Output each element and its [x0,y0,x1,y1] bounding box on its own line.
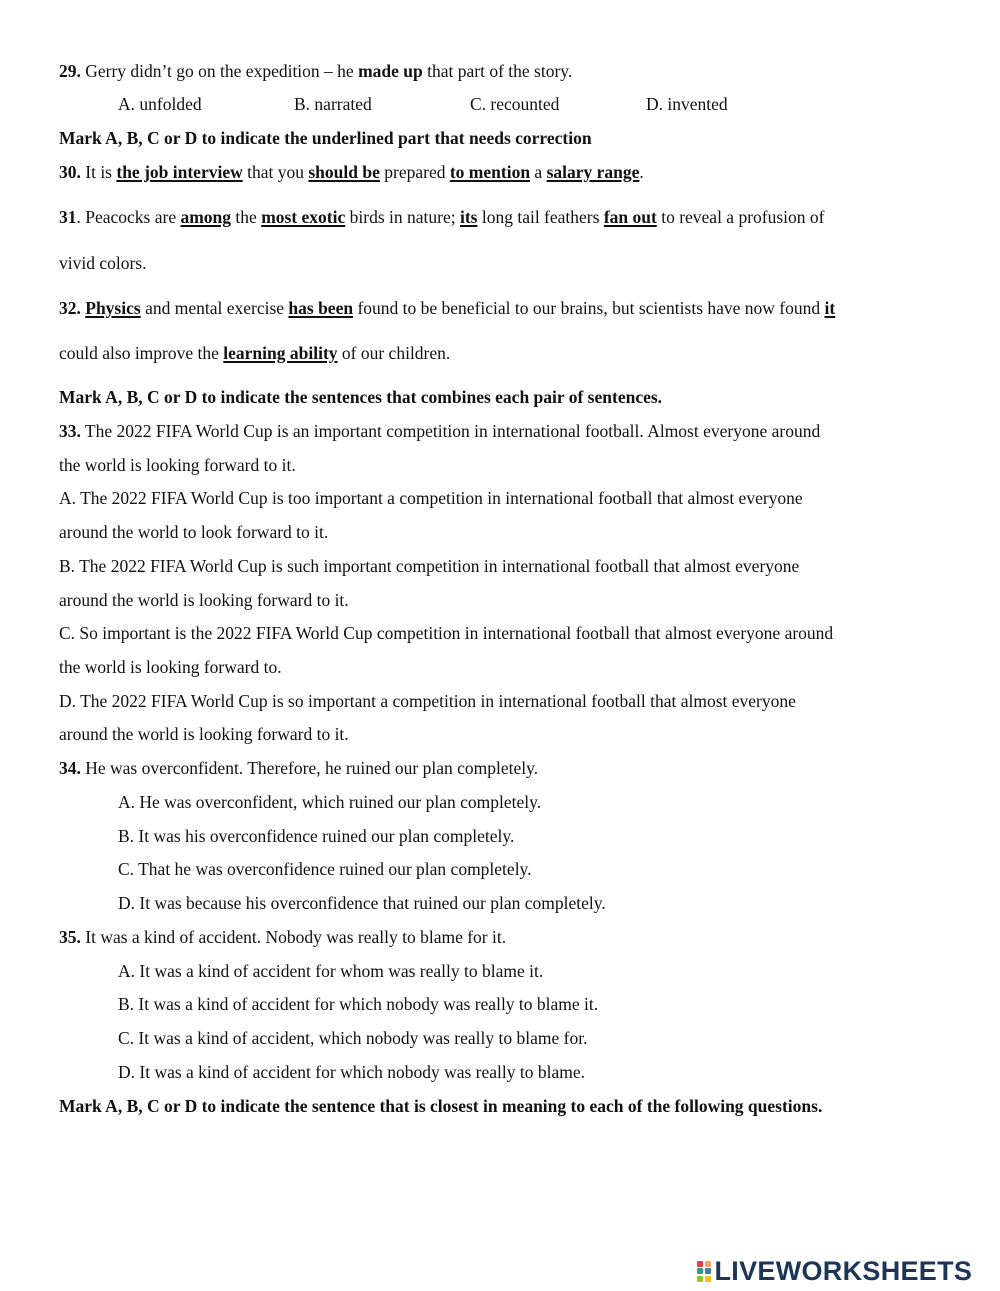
q31-text: to reveal a profusion of [656,207,825,227]
q31-underlined-c[interactable]: its [459,207,478,227]
q34-option-a[interactable]: A. He was overconfident, which ruined our plan completely. [118,792,542,812]
q34-option-d[interactable]: D. It was because his overconfidence that ruined our plan completely. [118,893,606,913]
q33-number: 33. [59,421,81,441]
q31-text: the [231,207,262,227]
q32-sentence-cont [59,342,450,364]
q31-underlined-d[interactable]: fan out [603,207,657,227]
q30-underlined-c[interactable]: to mention [449,162,531,182]
q32-text: of our children. [337,343,451,363]
q33-option-d-cont[interactable]: around the world is looking forward to it. [59,724,349,744]
q35-option-b[interactable]: B. It was a kind of accident for which nobody was really to blame it. [118,994,599,1014]
q35-option-c[interactable]: C. It was a kind of accident, which nobody was really to blame for. [118,1028,588,1048]
q32-text: found to be beneficial to our brains, but scientists have now found [353,298,825,318]
q30-number: 30. [59,162,81,182]
q30-text: that you [242,162,309,182]
q34-option-b[interactable]: B. It was his overconfidence ruined our plan completely. [118,826,515,846]
q29-target-phrase: made up [358,61,423,81]
heading-correction: Mark A, B, C or D to indicate the underlined part that needs correction [59,128,592,148]
q31-text: birds in nature; [345,207,460,227]
q33-option-a-cont[interactable]: around the world to look forward to it. [59,522,329,542]
q33-option-a[interactable]: A. The 2022 FIFA World Cup is too important a competition in international football that almost everyone [59,488,803,508]
q30-text: . [639,162,644,182]
q32-underlined-a[interactable]: Physics [85,298,141,318]
q31-text: . Peacocks are [76,207,181,227]
liveworksheets-logo [697,1256,972,1286]
heading-combine: Mark A, B, C or D to indicate the sentences that combines each pair of sentences. [59,387,663,407]
q31-text: long tail feathers [477,207,604,227]
q31-number: 31 [59,207,77,227]
logo-block [697,1268,703,1274]
q31-underlined-a[interactable]: among [180,207,232,227]
q30-underlined-a[interactable]: the job interview [116,162,243,182]
q33-option-b-cont[interactable]: around the world is looking forward to it. [59,590,349,610]
q33-option-b[interactable]: B. The 2022 FIFA World Cup is such important competition in international football that almost everyone [59,556,800,576]
q30-underlined-b[interactable]: should be [308,162,380,182]
q32-underlined-d[interactable]: learning ability [223,343,338,363]
q35-number: 35. [59,927,81,947]
q32-text: and mental exercise [140,298,289,318]
logo-text: LIVEWORKSHEETS [714,1255,973,1286]
q29-option-a[interactable]: A. unfolded [118,94,202,114]
logo-block [705,1261,711,1267]
logo-block [697,1261,703,1267]
q35-stem [59,926,506,948]
q31-sentence [59,206,824,228]
q29-option-b[interactable]: B. narrated [294,94,372,114]
q33-stem [59,420,820,442]
q30-sentence [59,161,644,183]
q29-option-d[interactable]: D. invented [646,94,728,114]
q30-underlined-d[interactable]: salary range [546,162,640,182]
logo-block [697,1276,703,1282]
q34-number: 34. [59,758,81,778]
q33-stem-text: The 2022 FIFA World Cup is an important competition in international football. Almost everyone around [80,421,821,441]
logo-block [705,1268,711,1274]
q32-sentence [59,297,835,319]
q33-option-d[interactable]: D. The 2022 FIFA World Cup is so important a competition in international football that almost everyone [59,691,796,711]
q35-option-a[interactable]: A. It was a kind of accident for whom was really to blame it. [118,961,544,981]
q31-sentence-cont: vivid colors. [59,253,147,273]
logo-blocks-icon [697,1261,711,1282]
q33-stem-cont: the world is looking forward to it. [59,455,296,475]
q30-text: prepared [379,162,450,182]
q32-text: could also improve the [59,343,224,363]
q34-stem-text: He was overconfident. Therefore, he ruined our plan completely. [80,758,539,778]
logo-block [705,1276,711,1282]
q31-underlined-b[interactable]: most exotic [261,207,346,227]
q29-option-c[interactable]: C. recounted [470,94,560,114]
q29-stem [59,60,572,82]
q32-underlined-b[interactable]: has been [288,298,354,318]
q35-stem-text: It was a kind of accident. Nobody was really to blame for it. [80,927,507,947]
q35-option-d[interactable]: D. It was a kind of accident for which nobody was really to blame. [118,1062,586,1082]
q33-option-c[interactable]: C. So important is the 2022 FIFA World Cup competition in international football that almost everyone around [59,623,834,643]
q29-number: 29. [59,61,81,81]
heading-closest-meaning: Mark A, B, C or D to indicate the sentence that is closest in meaning to each of the following questions. [59,1096,823,1116]
q29-text-a: Gerry didn’t go on the expedition – he [80,61,359,81]
q32-number: 32. [59,298,81,318]
q32-underlined-c[interactable]: it [824,298,836,318]
q29-text-b: that part of the story. [422,61,573,81]
q33-option-c-cont[interactable]: the world is looking forward to. [59,657,282,677]
q34-option-c[interactable]: C. That he was overconfidence ruined our plan completely. [118,859,532,879]
q30-text: a [530,162,547,182]
q34-stem [59,757,538,779]
q30-text: It is [80,162,117,182]
